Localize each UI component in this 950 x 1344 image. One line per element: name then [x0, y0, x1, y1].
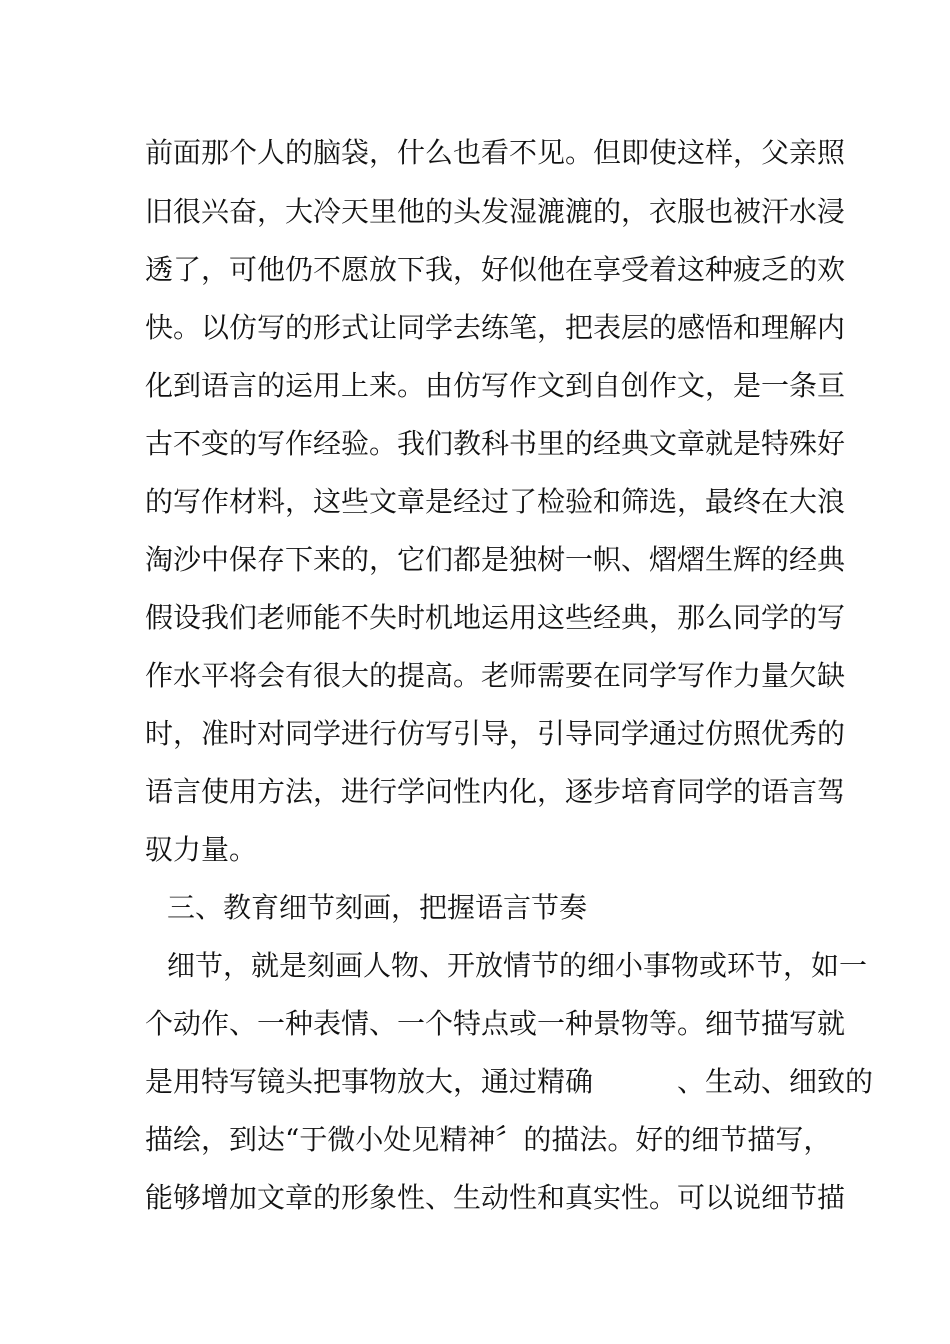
section-heading: 三、教育细节刻画，把握语言节奏: [167, 891, 588, 924]
text-line: 快。以仿写的形式让同学去练笔，把表层的感悟和理解内: [145, 311, 846, 344]
text-line: 描绘，到达“于微小处见精神〞的描法。好的细节描写，: [145, 1123, 832, 1156]
text-line: 时，准时对同学进行仿写引导，引导同学通过仿照优秀的: [145, 717, 846, 750]
text-line: 前面那个人的脑袋，什么也看不见。但即使这样，父亲照: [145, 136, 846, 169]
text-line: 作水平将会有很大的提高。老师需要在同学写作力量欠缺: [145, 659, 846, 692]
text-line: 是用特写镜头把事物放大，通过精确 、生动、细致的: [145, 1065, 874, 1098]
text-line: 的写作材料，这些文章是经过了检验和筛选，最终在大浪: [145, 485, 846, 518]
text-line: 旧很兴奋，大冷天里他的头发湿漉漉的，衣服也被汗水浸: [145, 195, 846, 228]
text-line: 细节，就是刻画人物、开放情节的细小事物或环节，如一: [167, 949, 868, 982]
text-line: 淘沙中保存下来的，它们都是独树一帜、熠熠生辉的经典: [145, 543, 846, 576]
text-line: 透了，可他仍不愿放下我，好似他在享受着这种疲乏的欢: [145, 253, 846, 286]
text-line: 化到语言的运用上来。由仿写作文到自创作文，是一条亘: [145, 369, 846, 402]
text-line: 能够增加文章的形象性、生动性和真实性。可以说细节描: [145, 1181, 846, 1214]
text-line: 语言使用方法，进行学问性内化，逐步培育同学的语言驾: [145, 775, 846, 808]
text-line: 个动作、一种表情、一个特点或一种景物等。细节描写就: [145, 1007, 846, 1040]
text-line: 驭力量。: [145, 833, 258, 866]
text-line: 古不变的写作经验。我们教科书里的经典文章就是特殊好: [145, 427, 846, 460]
text-line: 假设我们老师能不失时机地运用这些经典，那么同学的写: [145, 601, 846, 634]
